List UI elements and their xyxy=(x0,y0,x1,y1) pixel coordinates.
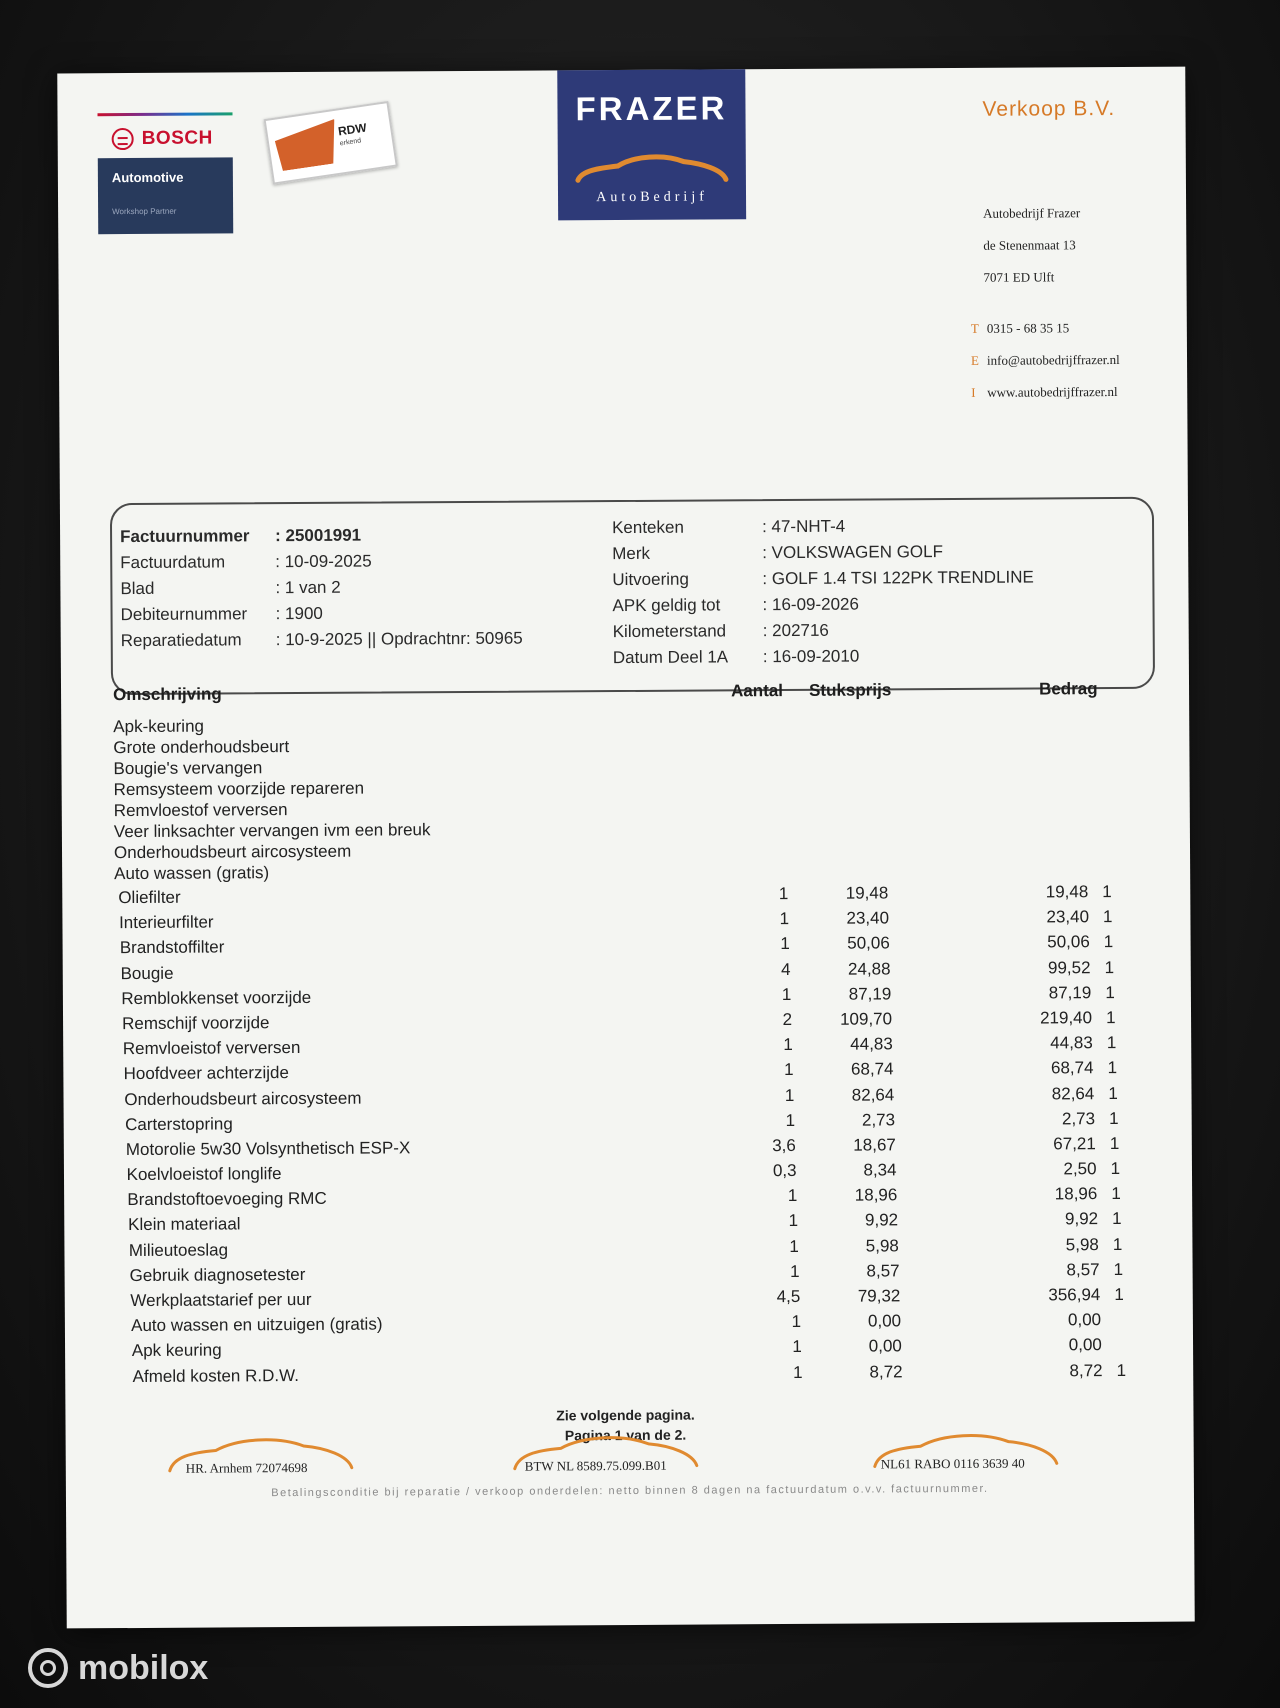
item-description: Milieutoeslag xyxy=(128,1240,229,1260)
item-unit-price: 0,00 xyxy=(868,1336,902,1356)
item-vat-code: 1 xyxy=(1109,1133,1120,1153)
item-amount: 8,57 xyxy=(1066,1259,1100,1280)
item-description: Koelvloeistof longlife xyxy=(126,1164,282,1185)
item-amount: 44,83 xyxy=(1050,1033,1093,1053)
item-vat-code: 1 xyxy=(1106,1033,1117,1053)
item-unit-price: 82,64 xyxy=(851,1084,895,1105)
item-description: Brandstoftoevoeging RMC xyxy=(127,1189,327,1210)
info-value: : VOLKSWAGEN GOLF xyxy=(762,542,944,563)
item-unit-price: 109,70 xyxy=(839,1009,893,1029)
table-row xyxy=(133,1360,1172,1392)
item-amount: 0,00 xyxy=(1067,1310,1102,1330)
invoice-page xyxy=(57,67,1194,1629)
info-value: : GOLF 1.4 TSI 122PK TRENDLINE xyxy=(762,567,1034,589)
info-value: : 16-09-2010 xyxy=(762,646,860,667)
contact-key: T xyxy=(970,320,979,336)
item-vat-code: 1 xyxy=(1110,1159,1121,1179)
rdw-flag-icon xyxy=(273,119,341,172)
item-unit-price: 9,92 xyxy=(864,1210,899,1230)
item-amount: 23,40 xyxy=(1046,907,1090,927)
item-vat-code: 1 xyxy=(1112,1209,1122,1229)
item-amount: 2,73 xyxy=(1061,1108,1096,1129)
mobilox-watermark xyxy=(28,1648,208,1688)
item-description: Brandstoffilter xyxy=(119,937,225,958)
item-vat-code: 1 xyxy=(1105,1007,1116,1028)
item-amount: 9,92 xyxy=(1064,1209,1099,1229)
item-quantity: 1 xyxy=(780,934,790,954)
item-amount: 87,19 xyxy=(1048,982,1092,1003)
item-amount: 68,74 xyxy=(1050,1058,1094,1078)
page-count-note: Pagina 1 van de 2. xyxy=(564,1426,687,1444)
item-description: Apk keuring xyxy=(131,1340,222,1361)
info-label: Blad xyxy=(120,578,155,599)
item-quantity: 3,6 xyxy=(772,1135,796,1155)
info-value: : 25001991 xyxy=(275,525,362,546)
phone-number: 0315 - 68 35 15 xyxy=(986,320,1070,336)
item-unit-price: 5,98 xyxy=(865,1235,899,1256)
item-description: Auto wassen en uitzuigen (gratis) xyxy=(131,1314,383,1336)
item-quantity: 1 xyxy=(791,1312,802,1332)
bosch-automotive-box xyxy=(98,157,233,234)
info-value: : 10-09-2025 xyxy=(275,551,372,572)
work-item: Remsysteem voorzijde repareren xyxy=(113,778,365,800)
bosch-brand-name: BOSCH xyxy=(141,127,213,149)
item-unit-price: 19,48 xyxy=(845,883,889,903)
item-unit-price: 50,06 xyxy=(847,933,890,954)
info-value: : 1900 xyxy=(275,603,323,624)
item-vat-code: 1 xyxy=(1103,932,1114,952)
item-description: Remschijf voorzijde xyxy=(122,1013,270,1034)
info-label: Datum Deel 1A xyxy=(612,647,729,668)
work-item: Veer linksachter vervangen ivm een breuk xyxy=(113,820,431,842)
item-quantity: 1 xyxy=(785,1110,796,1130)
item-description: Klein materiaal xyxy=(128,1214,241,1235)
item-quantity: 1 xyxy=(789,1236,799,1256)
item-vat-code: 1 xyxy=(1102,907,1113,927)
mobilox-logo-icon xyxy=(28,1648,68,1688)
item-quantity: 2 xyxy=(782,1009,793,1029)
frazer-sub: AutoBedrijf xyxy=(596,189,708,206)
item-quantity: 4,5 xyxy=(776,1286,801,1307)
footer-bank xyxy=(871,1427,1061,1473)
frazer-name: FRAZER xyxy=(575,89,728,128)
work-item: Grote onderhoudsbeurt xyxy=(113,737,290,758)
item-description: Bougie xyxy=(120,963,174,983)
item-quantity: 1 xyxy=(788,1211,799,1231)
watermark-text: mobilox xyxy=(78,1648,209,1687)
item-description: Werkplaatstarief per uur xyxy=(130,1289,312,1311)
info-label: Uitvoering xyxy=(612,569,689,590)
address-line: de Stenenmaat 13 xyxy=(983,237,1076,253)
info-value: : 47-NHT-4 xyxy=(761,516,846,537)
item-vat-code: 1 xyxy=(1116,1360,1127,1380)
invoice-info-box xyxy=(110,497,1155,695)
info-label: Merk xyxy=(612,543,651,564)
footer-btw xyxy=(511,1430,701,1476)
item-amount: 2,50 xyxy=(1063,1159,1097,1179)
item-amount: 8,72 xyxy=(1069,1360,1103,1380)
item-description: Hoofdveer achterzijde xyxy=(123,1063,289,1084)
item-unit-price: 87,19 xyxy=(848,984,892,1004)
company-address xyxy=(983,197,1081,294)
header-description: Omschrijving xyxy=(112,684,222,705)
info-label: Factuurdatum xyxy=(120,552,226,573)
item-vat-code: 1 xyxy=(1107,1058,1118,1078)
bosch-partner-label: Workshop Partner xyxy=(112,206,177,217)
header-amount: Bedrag xyxy=(1038,679,1098,699)
item-vat-code: 1 xyxy=(1108,1083,1118,1103)
contact-key: E xyxy=(970,352,980,368)
item-amount: 18,96 xyxy=(1054,1184,1098,1204)
item-quantity: 1 xyxy=(781,984,792,1004)
header-quantity: Aantal xyxy=(730,681,784,701)
item-amount: 50,06 xyxy=(1047,932,1090,952)
item-unit-price: 8,57 xyxy=(866,1261,900,1281)
item-unit-price: 79,32 xyxy=(857,1286,901,1306)
item-vat-code: 1 xyxy=(1102,882,1112,902)
item-quantity: 0,3 xyxy=(772,1161,797,1181)
item-description: Remvloeistof verversen xyxy=(122,1038,301,1059)
info-label: Debiteurnummer xyxy=(120,604,248,625)
email-address: info@autobedrijffrazer.nl xyxy=(986,351,1120,368)
header-unit-price: Stuksprijs xyxy=(808,680,892,700)
bosch-logo xyxy=(98,112,234,234)
item-unit-price: 0,00 xyxy=(867,1311,902,1331)
item-vat-code: 1 xyxy=(1114,1284,1124,1305)
work-item: Onderhoudsbeurt aircosysteem xyxy=(113,841,352,863)
item-quantity: 1 xyxy=(793,1362,803,1382)
item-unit-price: 23,40 xyxy=(846,908,890,928)
item-description: Afmeld kosten R.D.W. xyxy=(132,1365,299,1386)
rdw-sub: erkend xyxy=(339,137,362,148)
item-quantity: 4 xyxy=(781,959,791,979)
item-amount: 5,98 xyxy=(1065,1234,1099,1254)
item-quantity: 1 xyxy=(784,1060,794,1080)
item-quantity: 1 xyxy=(784,1085,795,1105)
car-silhouette-icon xyxy=(572,149,732,184)
address-line: Autobedrijf Frazer xyxy=(983,205,1081,221)
bosch-armature-icon xyxy=(112,128,134,150)
line-items xyxy=(118,882,1171,1392)
item-description: Carterstopring xyxy=(125,1114,233,1134)
chamber-of-commerce: HR. Arnhem 72074698 xyxy=(185,1459,308,1476)
item-vat-code: 1 xyxy=(1108,1108,1119,1128)
item-quantity: 1 xyxy=(787,1186,798,1206)
work-description-list xyxy=(113,714,431,884)
work-item: Auto wassen (gratis) xyxy=(114,863,270,884)
info-label: Factuurnummer xyxy=(120,526,250,547)
item-vat-code: 1 xyxy=(1113,1259,1124,1279)
item-unit-price: 18,96 xyxy=(854,1185,898,1205)
item-quantity: 1 xyxy=(783,1035,793,1055)
item-description: Remblokkenset voorzijde xyxy=(121,987,312,1008)
company-contact xyxy=(971,312,1120,409)
info-label: APK geldig tot xyxy=(612,595,721,616)
item-description: Oliefilter xyxy=(118,887,181,908)
contact-key: I xyxy=(971,384,976,400)
item-unit-price: 18,67 xyxy=(853,1135,896,1155)
frazer-logo xyxy=(557,69,746,220)
item-description: Motorolie 5w30 Volsynthetisch ESP-X xyxy=(125,1138,411,1159)
item-amount: 0,00 xyxy=(1068,1335,1102,1355)
item-amount: 219,40 xyxy=(1039,1008,1093,1028)
address-line: 7071 ED Ulft xyxy=(983,269,1055,285)
item-unit-price: 44,83 xyxy=(850,1034,893,1054)
item-unit-price: 2,73 xyxy=(861,1110,896,1130)
item-quantity: 1 xyxy=(792,1337,802,1357)
footer-hr xyxy=(166,1432,356,1478)
item-description: Onderhoudsbeurt aircosysteem xyxy=(124,1088,362,1109)
item-vat-code: 1 xyxy=(1111,1184,1121,1204)
info-value: : 10-9-2025 || Opdrachtnr: 50965 xyxy=(275,628,523,650)
info-label: Kenteken xyxy=(611,517,684,538)
work-item: Bougie's vervangen xyxy=(113,758,263,779)
item-quantity: 1 xyxy=(778,884,789,904)
item-quantity: 1 xyxy=(779,909,790,929)
item-amount: 67,21 xyxy=(1053,1134,1096,1154)
info-value: : 202716 xyxy=(762,620,829,641)
item-vat-code: 1 xyxy=(1112,1234,1123,1254)
item-description: Interieurfilter xyxy=(118,912,214,933)
item-quantity: 1 xyxy=(790,1261,800,1281)
info-value: : 16-09-2026 xyxy=(762,594,859,615)
payment-condition: Betalingsconditie bij reparatie / verkoop onderdelen: netto binnen 8 dagen na factuurdatum o.v.v. factuurnummer. xyxy=(271,1482,989,1500)
item-amount: 356,94 xyxy=(1048,1285,1101,1305)
item-vat-code: 1 xyxy=(1104,957,1115,977)
bosch-automotive-label: Automotive xyxy=(111,169,184,186)
rdw-name: RDW xyxy=(337,120,368,139)
rdw-erkend-badge xyxy=(264,101,398,185)
bosch-color-bar xyxy=(98,112,233,116)
item-unit-price: 24,88 xyxy=(847,958,891,979)
info-label: Kilometerstand xyxy=(612,621,727,642)
item-description: Gebruik diagnosetester xyxy=(129,1264,306,1285)
next-page-note: Zie volgende pagina. xyxy=(556,1406,695,1424)
info-label: Reparatiedatum xyxy=(120,630,242,651)
website: www.autobedrijffrazer.nl xyxy=(987,383,1118,400)
item-unit-price: 8,72 xyxy=(869,1361,903,1382)
work-item: Apk-keuring xyxy=(113,716,205,737)
item-unit-price: 68,74 xyxy=(850,1059,894,1079)
item-amount: 19,48 xyxy=(1045,882,1089,902)
vat-number: BTW NL 8589.75.099.B01 xyxy=(524,1457,667,1474)
verkoop-title: Verkoop B.V. xyxy=(982,96,1116,121)
info-value: : 1 van 2 xyxy=(275,577,341,598)
item-vat-code: 1 xyxy=(1105,982,1115,1002)
item-amount: 99,52 xyxy=(1047,957,1091,977)
bank-account: NL61 RABO 0116 3639 40 xyxy=(880,1455,1025,1472)
item-amount: 82,64 xyxy=(1051,1083,1095,1103)
work-item: Remvloestof verversen xyxy=(113,800,288,821)
item-unit-price: 8,34 xyxy=(863,1160,897,1180)
